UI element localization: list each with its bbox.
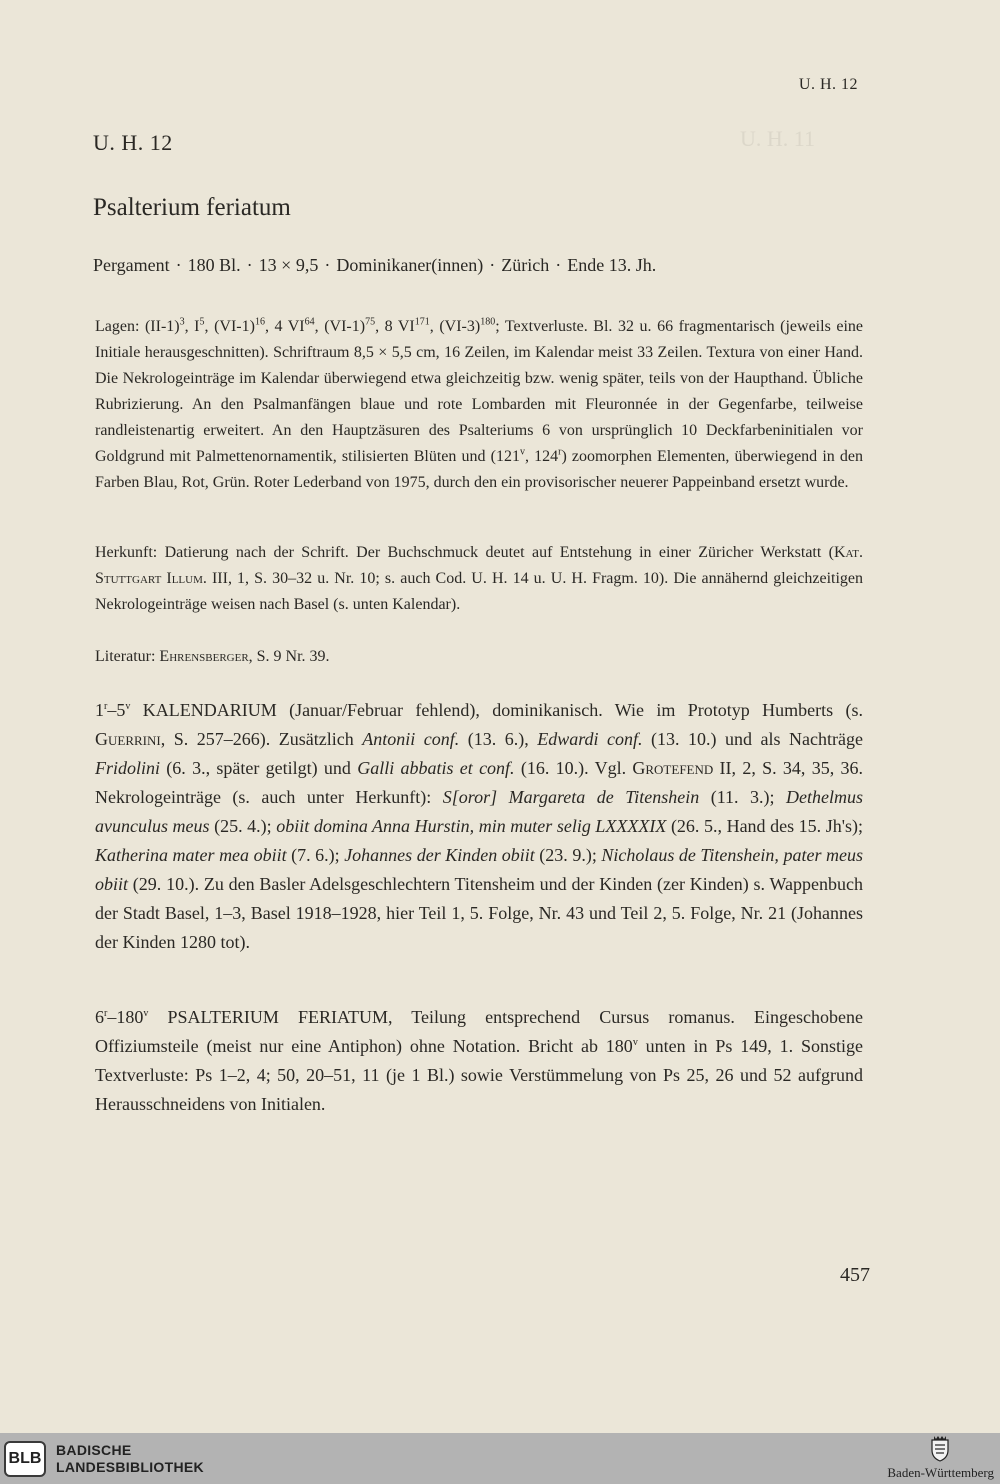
page-number: 457 xyxy=(840,1264,870,1286)
library-name-line2: LANDESBIBLIOTHEK xyxy=(56,1459,204,1475)
coat-of-arms-icon xyxy=(930,1436,950,1462)
meta-line: Pergament · 180 Bl. · 13 × 9,5 · Dominikaner(innen) · Zürich · Ende 13. Jh. xyxy=(93,255,657,275)
meta-material: Pergament xyxy=(93,255,170,275)
running-head: U. H. 12 xyxy=(798,76,858,93)
show-through-shadow: U. H. 11 xyxy=(740,126,815,151)
meta-date: Ende 13. Jh. xyxy=(567,255,657,275)
lagen-paragraph: Lagen: $(II-1)^3$, $I^5$, $(VI-1)^{16}$, 4 VI$^{64}$, $(VI-1)^{75}$, 8 VI$^{171}$, $(VI-3)^{180}$; Textverluste. Bl. 32 u. 66 fragmentarisch (jeweils eine Initiale herausgeschnitten). Schriftraum 8,5 × 5,5 cm, 16 Zeilen, im Kalendar meist 33 Zeilen. Textura von einer Hand. Die Nekrologeinträge im Kalendar überwiegend etwa gleichzeitig bzw. wenig später, teils von der Haupthand. Übliche Rubrizierung. An den Psalmanfängen blaue und rote Lombarden mit Fleuronnée in der Gegenfarbe, teilweise randleistenartig erweitert. An den Hauptzäsuren des Psalteriums 6 von ursprünglich 10 Deckfarbeninitialen vor Goldgrund mit Palmettenornamentik, stilisierten Blüten und (121$^v$, 124$^r$) zoomorphen Elementen, überwiegend in den Farben Blau, Rot, Grün. Roter Lederband von 1975, durch den ein provisorischer neuerer Pappeinband ersetzt wurde. xyxy=(95,316,863,491)
meta-size: 13 × 9,5 xyxy=(258,255,319,275)
literatur-paragraph: Literatur: Ehrensberger, S. 9 Nr. 39. xyxy=(95,648,330,665)
library-name xyxy=(56,1442,204,1476)
meta-provenance: Dominikaner(innen) xyxy=(336,255,484,275)
herkunft-paragraph: Herkunft: Datierung nach der Schrift. Der Buchschmuck deutet auf Entstehung in einer Züricher Werkstatt (Kat. Stuttgart Illum. III, 1, S. 30–32 u. Nr. 10; s. auch Cod. U. H. 14 u. U. H. Fragm. 10). Die annähernd gleichzeitigen Nekrologeinträge weisen nach Basel (s. unten Kalendar). xyxy=(95,544,864,613)
meta-place: Zürich xyxy=(501,255,550,275)
blb-logo[interactable]: BLB xyxy=(4,1441,46,1477)
state-label: Baden-Württemberg xyxy=(887,1465,994,1480)
library-footer xyxy=(0,1433,1000,1484)
meta-leaves: 180 Bl. xyxy=(187,255,241,275)
kalendarium-paragraph: 1$^r$–5$^v$ KALENDARIUM (Januar/Februar fehlend), dominikanisch. Wie im Prototyp Humberts (s. Guerrini, S. 257–266). Zusätzlich Antonii conf. (13. 6.), Edwardi conf. (13. 10.) und als Nachträge Fridolini (6. 3., später getilgt) und Galli abbatis et conf. (16. 10.). Vgl. Grotefend II, 2, S. 34, 35, 36. Nekrologeinträge (s. auch unter Herkunft): S[oror] Margareta de Titenshein (11. 3.); Dethelmus avunculus meus (25. 4.); obiit domina Anna Hurstin, min muter selig LXXXXIX (26. 5., Hand des 15. Jh's); Katherina mater mea obiit (7. 6.); Johannes der Kinden obiit (23. 9.); Nicholaus de Titenshein, pater meus obiit (29. 10.). Zu den Basler Adelsgeschlechtern Titensheim und der Kinden (zer Kinden) s. Wappenbuch der Stadt Basel, 1–3, Basel 1918–1928, hier Teil 1, 5. Folge, Nr. 43 und Teil 2, 5. Folge, Nr. 21 (Johannes der Kinden 1280 tot). xyxy=(95,700,863,952)
shelfmark: U. H. 12 xyxy=(93,130,173,155)
page-title: Psalterium feriatum xyxy=(93,194,291,221)
psalterium-paragraph: 6$^r$–180$^v$ PSALTERIUM FERIATUM, Teilung entsprechend Cursus romanus. Eingeschobene Offiziumsteile (meist nur eine Antiphon) ohne Notation. Bricht ab 180$^v$ unten in Ps 149, 1. Sonstige Textverluste: Ps 1–2, 4; 50, 20–51, 11 (je 1 Bl.) sowie Verstümmelung von Ps 25, 26 und 52 aufgrund Herausschneidens von Initialen. xyxy=(95,1007,863,1114)
library-name-line1: BADISCHE xyxy=(56,1442,132,1458)
